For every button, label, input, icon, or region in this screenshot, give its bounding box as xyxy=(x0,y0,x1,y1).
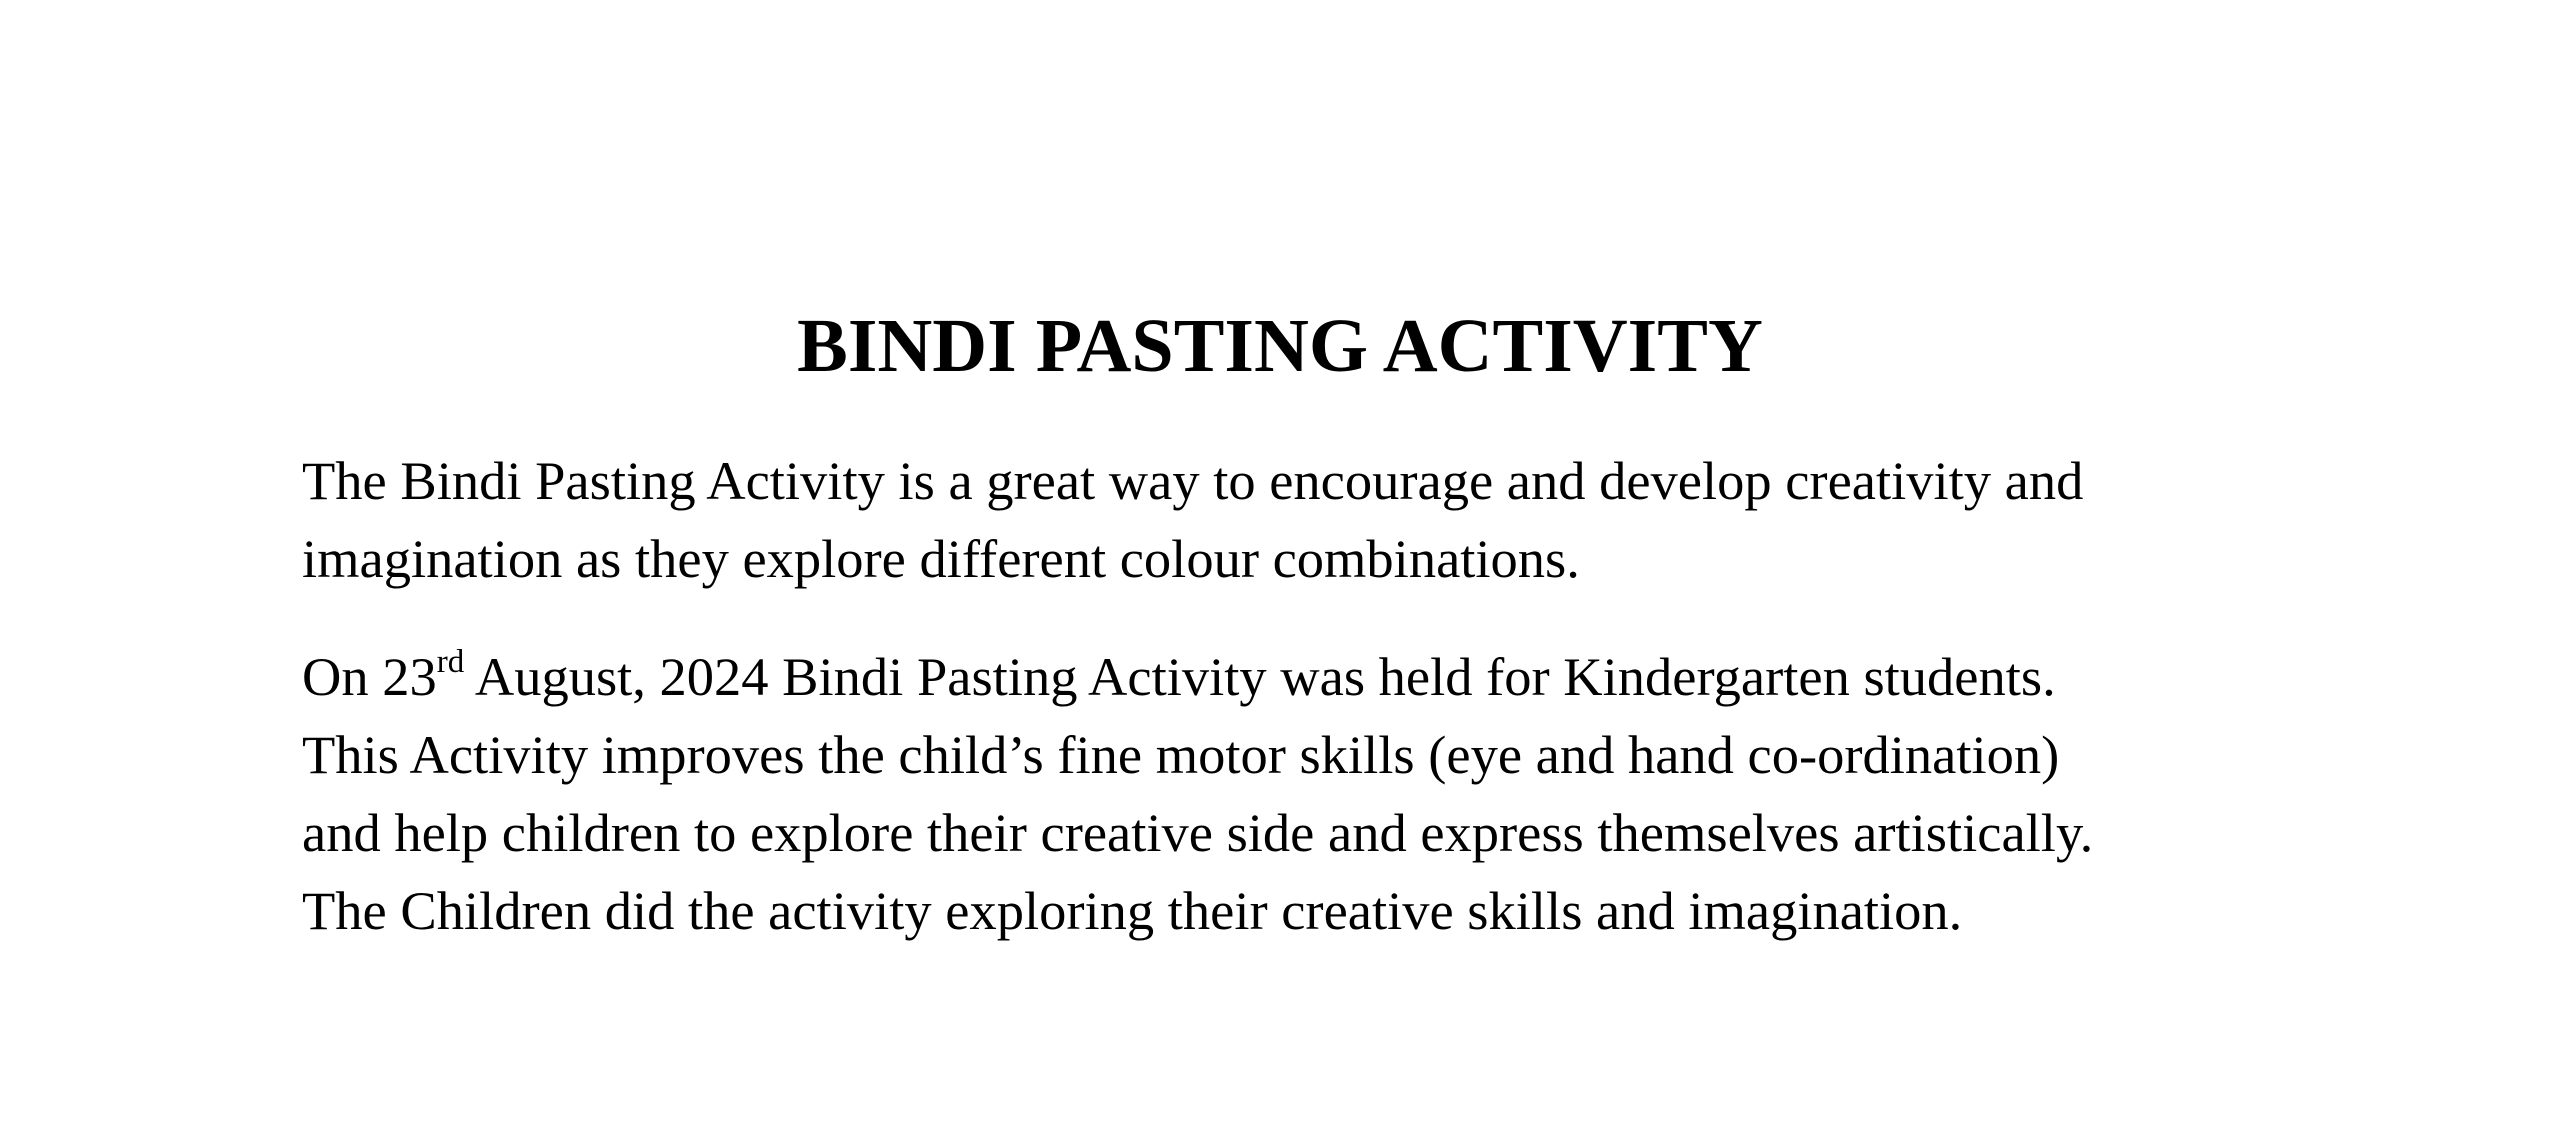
paragraph-line: This Activity improves the child’s fine motor skills (eye and hand co-ordination) xyxy=(302,724,2060,785)
paragraph-line: imagination as they explore different colour combinations. xyxy=(302,528,1580,589)
date-prefix: On 23 xyxy=(302,646,437,707)
paragraph-line: The Children did the activity exploring their creative skills and imagination. xyxy=(302,880,1963,941)
paragraph-line: and help children to explore their creative side and express themselves artistically. xyxy=(302,802,2094,863)
document-title: BINDI PASTING ACTIVITY xyxy=(797,304,1763,388)
event-paragraph xyxy=(302,638,2312,950)
date-remainder: August, 2024 Bindi Pasting Activity was held for Kindergarten students. xyxy=(464,646,2056,707)
paragraph-line xyxy=(302,638,2312,716)
ordinal-suffix: rd xyxy=(436,643,465,680)
paragraph-line: The Bindi Pasting Activity is a great way to encourage and develop creativity and xyxy=(302,450,2084,511)
intro-paragraph xyxy=(302,442,2312,598)
